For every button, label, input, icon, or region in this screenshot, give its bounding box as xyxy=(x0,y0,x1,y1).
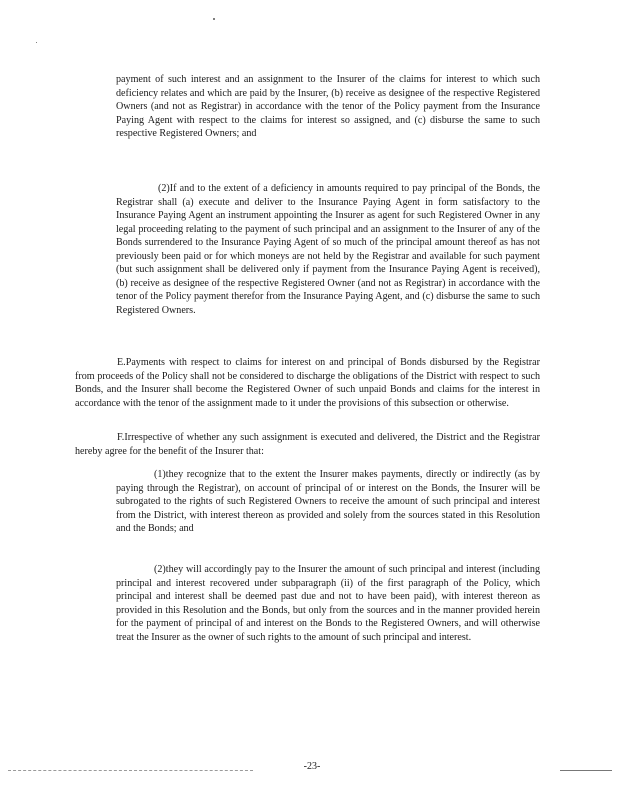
paragraph-number: (1) xyxy=(154,469,166,480)
paragraph-number: F. xyxy=(117,432,125,443)
footer-rule xyxy=(560,770,612,771)
footer-rule xyxy=(8,770,253,771)
paragraph-f-1 xyxy=(116,468,540,536)
paragraph-text: they recognize that to the extent the Insurer makes payments, directly or indirectly (as by paying through the Registrar), on account of principal of or interest on the Bonds, the Insurer will be subrogated to the rights of such Registered Owners to receive the amount of such principal and interest from the District, with interest thereon as provided and solely from the sources stated in this Resolution and the Bonds; and xyxy=(116,469,540,535)
paragraph-number: E. xyxy=(117,357,126,368)
scan-speck xyxy=(36,42,37,43)
paragraph-text: payment of such interest and an assignment to the Insurer of the claims for interest to which such deficiency relates and which are paid by the Insurer, (b) receive as designee of the respective Registered Owners (and not as Registrar) in accordance with the tenor of the Policy payment from the Insurance Paying Agent with respect to the claims for interest so assigned, and (c) disburse the same to such respective Registered Owners; and xyxy=(116,74,540,140)
paragraph-e xyxy=(75,356,540,410)
paragraph-f xyxy=(75,431,540,458)
scan-speck xyxy=(213,18,215,20)
paragraph-number: (2) xyxy=(158,183,170,194)
paragraph-text: they will accordingly pay to the Insurer the amount of such principal and interest (including principal and interest recovered under subparagraph (ii) of the first paragraph of the Policy, which principal and interest shall be deemed past due and not to have been paid), with interest thereon as provided in this Resolution and the Bonds, but only from the sources and in the manner provided herein for the payment of principal of and interest on the Bonds to the Registered Owners, and will otherwise treat the Insurer as the owner of such rights to the amount of such principal and interest. xyxy=(116,564,540,643)
paragraph-text: Irrespective of whether any such assignment is executed and delivered, the District and the Registrar hereby agree for the benefit of the Insurer that: xyxy=(75,432,540,457)
paragraph-2-principal xyxy=(116,182,540,317)
page-number: -23- xyxy=(303,761,321,772)
paragraph-text: Payments with respect to claims for interest on and principal of Bonds disbursed by the Registrar from proceeds of the Policy shall not be considered to discharge the obligations of the District with respect to such Bonds, and the Insurer shall become the Registered Owner of such unpaid Bonds and claims for the interest in accordance with the tenor of the assignment made to it under the provisions of this subsection or otherwise. xyxy=(75,357,540,409)
paragraph-number: (2) xyxy=(154,564,166,575)
paragraph-f-2 xyxy=(116,563,540,644)
paragraph-text: If and to the extent of a deficiency in amounts required to pay principal of the Bonds, the Registrar shall (a) execute and deliver to the Insurance Paying Agent in form satisfactory to the Insurance Paying Agent an instrument appointing the Insurer as agent for such Registered Owner in any legal proceeding relating to the payment of such principal and an assignment to the Insurer of any of the Bonds surrendered to the Insurance Paying Agent of so much of the principal amount thereof as has not previously been paid or for which moneys are not held by the Registrar and available for such payment (but such assignment shall be delivered only if payment from the Insurance Paying Agent is received), (b) receive as designee of the respective Registered Owner (and not as Registrar) in accordance with the tenor of the Policy payment therefor from the Insurance Paying Agent, and (c) disburse the same to such Registered Owners. xyxy=(116,183,540,316)
paragraph-continuation xyxy=(116,73,540,141)
